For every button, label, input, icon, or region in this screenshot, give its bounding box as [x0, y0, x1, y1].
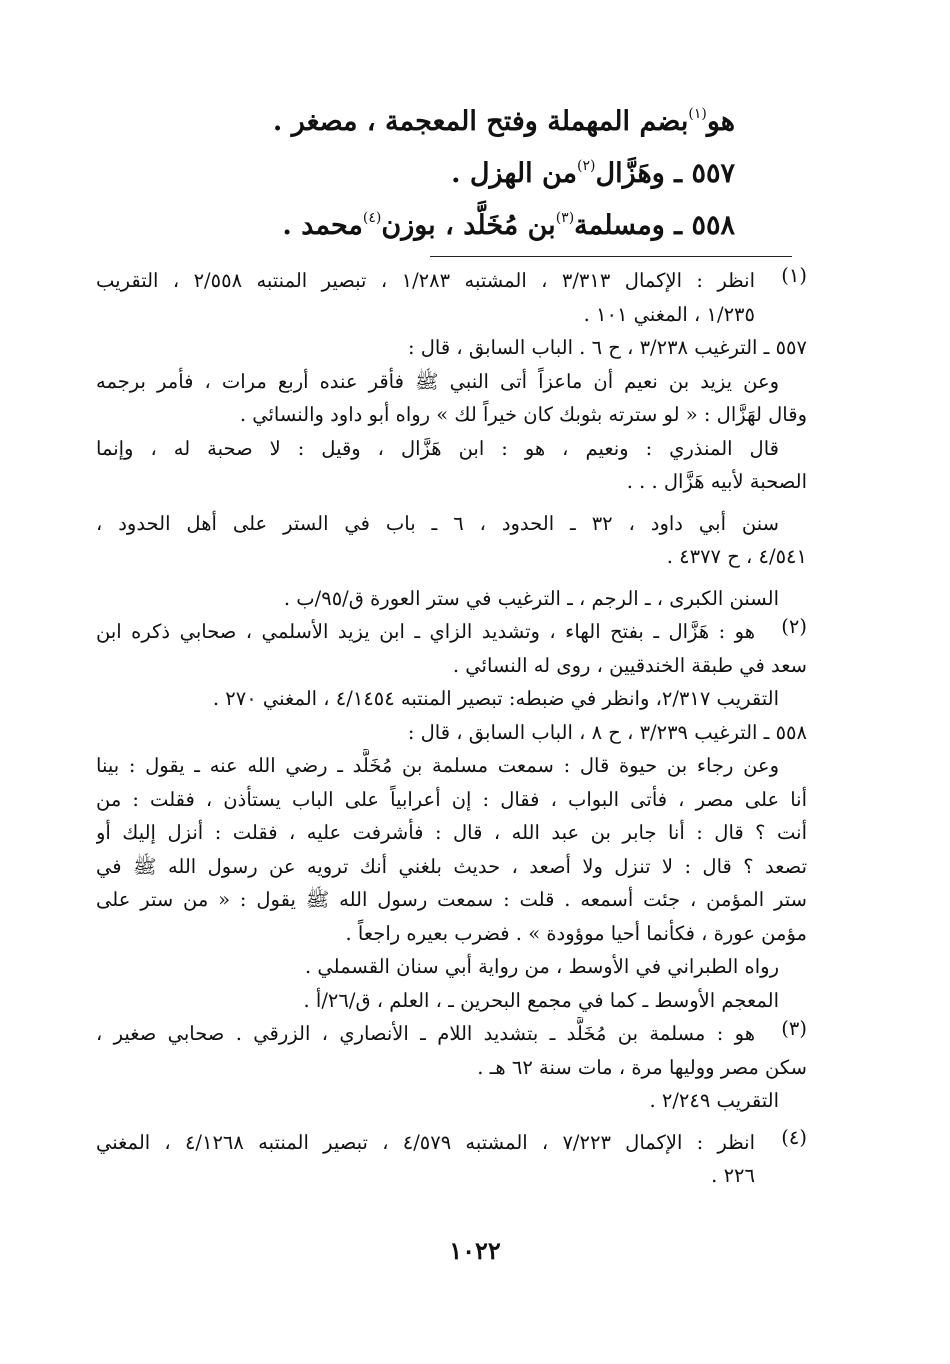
- footnote-4: [96, 1126, 807, 1193]
- footnote-ref: (٣): [555, 210, 575, 226]
- footnote-line: سنن أبي داود ، ٣٢ ـ الحدود ، ٦ ـ باب في الستر على أهل الحدود ،: [96, 511, 779, 535]
- main-line-3: [240, 192, 735, 244]
- footnote-line: ستر المؤمن ، جئت أسمعه . قلت : سمعت رسول الله ﷺ يقول : « من ستر على: [96, 888, 807, 911]
- footnote-ref: (٢): [577, 158, 596, 174]
- footnote-line: سكن مصر ووليها مرة ، مات سنة ٦٢ هـ .: [477, 1055, 807, 1079]
- footnote-marker: (٣): [781, 1017, 807, 1040]
- main-text-span: من الهزل .: [451, 158, 577, 189]
- footnote-marker: (٤): [781, 1125, 807, 1149]
- footnote-1: [96, 264, 807, 331]
- footnote-marker: (٢): [781, 615, 807, 638]
- footnote-line: الصحبة لأبيه هَزَّال . . .: [626, 470, 807, 493]
- main-text-span: ٥٥٨ ـ ومسلمة: [574, 210, 735, 241]
- footnote-line: قال المنذري : ونعيم ، هو : ابن هَزَّال ، وقيل : لا صحبة له ، وإنما: [96, 436, 779, 460]
- footnote-558: [96, 716, 807, 1018]
- footnote-line: ٤/٥٤١ ، ح ٤٣٧٧ .: [666, 545, 807, 568]
- footnote-line: سعد في طبقة الخندقيين ، روى له النسائي .: [452, 653, 807, 677]
- footnotes: [96, 264, 807, 1193]
- footnote-line: تصعد ؟ قال : لا تنزل ولا أصعد ، حديث بلغني أنك ترويه عن رسول الله ﷺ في: [96, 854, 807, 878]
- footnote-line: رواه الطبراني في الأوسط ، من رواية أبي سنان القسملي .: [304, 955, 779, 978]
- main-text-span: ٥٥٧ ـ وهَزَّال: [595, 158, 735, 189]
- footnote-marker: (١): [781, 264, 807, 287]
- footnote-line: هو : مسلمة بن مُخَلَّد ـ بتشديد اللام ـ الأنصاري ، الزرقي . صحابي صغير ،: [96, 1022, 755, 1045]
- page-number: ١٠٢٢: [449, 1236, 501, 1265]
- footnote-line: هو : هَزَّال ـ بفتح الهاء ، وتشديد الزاي ـ ابن يزيد الأسلمي ، صحابي ذكره ابن: [96, 620, 755, 643]
- footnote-line: وعن يزيد بن نعيم أن ماعزاً أتى النبي ﷺ فأقر عنده أربع مرات ، فأمر برجمه: [96, 369, 779, 393]
- footnote-line: السنن الكبرى ، ـ الرجم ، ـ الترغيب في ستر العورة ق/٩٥/ب .: [283, 586, 779, 610]
- footnote-line: وقال لهَزَّال : « لو سترته بثوبك كان خيراً لك » رواه أبو داود والنسائي .: [239, 403, 807, 426]
- footnote-line: انظر : الإكمال ٣/٣١٣ ، المشتبه ١/٢٨٣ ، تبصير المنتبه ٢/٥٥٨ ، التقريب: [96, 269, 755, 292]
- footnote-line: التقريب ٢/٣١٧، وانظر في ضبطه: تبصير المنتبه ٤/١٤٥٤ ، المغني ٢٧٠ .: [212, 687, 779, 710]
- main-text-span: بضم المهملة وفتح المعجمة ، مصغر .: [272, 106, 689, 137]
- footnote-ref: (١): [688, 106, 707, 122]
- footnote-ref: (٤): [362, 210, 382, 226]
- footnote-3: [96, 1017, 807, 1118]
- footnote-line: ١/٢٣٥ ، المغني ١٠١ .: [583, 302, 755, 326]
- footnote-line: ٥٥٧ ـ الترغيب ٣/٢٣٨ ، ح ٦ . الباب السابق ، قال :: [407, 336, 807, 359]
- footnote-line: أنت ؟ قال : أنا جابر بن عبد الله ، قال : فأشرفت عليه ، فقلت : أنزل إليك أو: [96, 821, 807, 844]
- main-line-2: [240, 140, 735, 192]
- main-text-span: بن مُخَلَّد ، بوزن: [381, 210, 556, 241]
- footnote-line: ٢٢٦ .: [711, 1164, 755, 1187]
- footnote-divider: [430, 256, 792, 257]
- footnote-557: [96, 331, 807, 615]
- main-text-span: هو: [706, 106, 735, 137]
- footnote-line: ٥٥٨ ـ الترغيب ٣/٢٣٩ ، ح ٨ ، الباب السابق ، قال :: [407, 720, 807, 744]
- footnote-line: انظر : الإكمال ٧/٢٢٣ ، المشتبه ٤/٥٧٩ ، تبصير المنتبه ٤/١٢٦٨ ، المغني: [96, 1130, 755, 1154]
- footnote-line: وعن رجاء بن حيوة قال : سمعت مسلمة بن مُخَلَّد ـ رضي الله عنه ـ يقول : بينا: [96, 754, 779, 777]
- footnote-line: أنا على مصر ، فأتى البواب ، فقال : إن أعرابياً على الباب يستأذن ، فقلت : من: [96, 787, 807, 811]
- footnote-line: التقريب ٢/٢٤٩ .: [649, 1089, 779, 1112]
- footnote-line: مؤمن عورة ، فكأنما أحيا موؤودة » . فضرب بعيره راجعاً .: [345, 921, 807, 945]
- footnote-2: [96, 615, 807, 716]
- main-line-1: [240, 88, 735, 140]
- main-text: [240, 88, 735, 244]
- main-text-span: محمد .: [282, 210, 363, 241]
- footnote-line: المعجم الأوسط ـ كما في مجمع البحرين ـ ، العلم ، ق/٢٦/أ .: [303, 988, 779, 1012]
